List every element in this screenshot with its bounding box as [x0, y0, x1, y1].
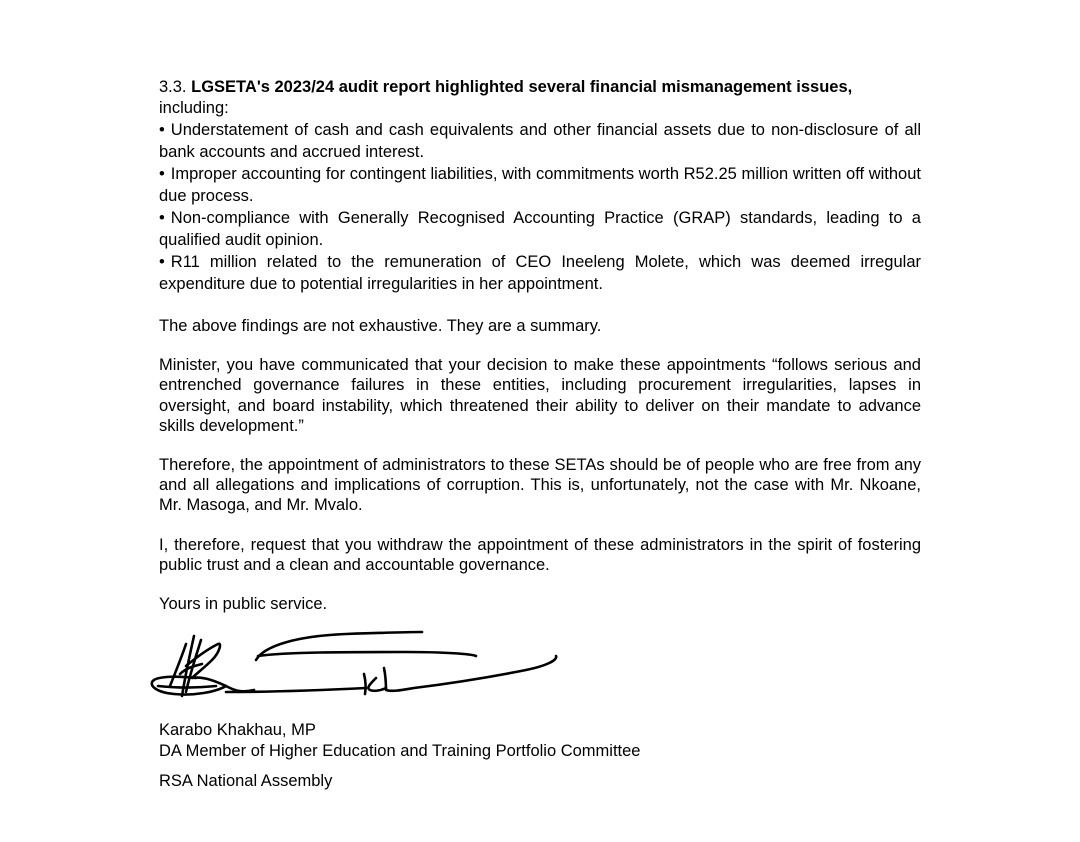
bullet-icon: • [159, 165, 165, 183]
list-item: • Non-compliance with Generally Recognised Accounting Practice (GRAP) standards, leading to a qualified audit opinion. [159, 209, 921, 249]
closing-line: Yours in public service. [159, 595, 328, 614]
minister-quote-paragraph: Minister, you have communicated that your decision to make these appointments “follows serious and entrenched governance failures in these entities, including procurement irregularities, lapses in oversight, and board instability, which threatened their ability to deliver on their mandate to advance skills development.” [159, 356, 921, 435]
signatory-name: Karabo Khakhau, MP [159, 721, 316, 739]
section-number: 3.3. [159, 78, 187, 96]
signature [146, 626, 566, 706]
request-paragraph: I, therefore, request that you withdraw the appointment of these administrators in the spirit of fostering public trust and a clean and accountable governance. [159, 535, 921, 574]
bullet-icon: • [159, 253, 165, 271]
section-title: LGSETA's 2023/24 audit report highlighted several financial mismanagement issues, [191, 78, 853, 96]
signature-icon [146, 626, 566, 706]
administrators-paragraph: Therefore, the appointment of administrators to these SETAs should be of people who are free from any and all allegations and implications of corruption. This is, unfortunately, not the case with Mr. Nkoane, Mr. Masoga, and Mr. Mvalo. [159, 456, 921, 515]
signatory-institution: RSA National Assembly [159, 772, 333, 790]
list-item: • Improper accounting for contingent liabilities, with commitments worth R52.25 million written off without due process. [159, 165, 921, 205]
signatory-title: DA Member of Higher Education and Training Portfolio Committee [159, 741, 641, 760]
bullet-icon: • [159, 121, 165, 139]
section-lead-in: including: [159, 99, 229, 117]
list-item: • R11 million related to the remuneration of CEO Ineeleng Molete, which was deemed irregular expenditure due to potential irregularities in her appointment. [159, 253, 921, 293]
bullet-icon: • [159, 209, 165, 227]
signatory-block [159, 720, 640, 792]
letter-body [159, 77, 921, 614]
section-heading [159, 77, 921, 119]
findings-list [159, 120, 921, 295]
summary-paragraph: The above findings are not exhaustive. They are a summary. [159, 317, 602, 335]
list-item: • Understatement of cash and cash equivalents and other financial assets due to non-disclosure of all bank accounts and accrued interest. [159, 121, 921, 161]
